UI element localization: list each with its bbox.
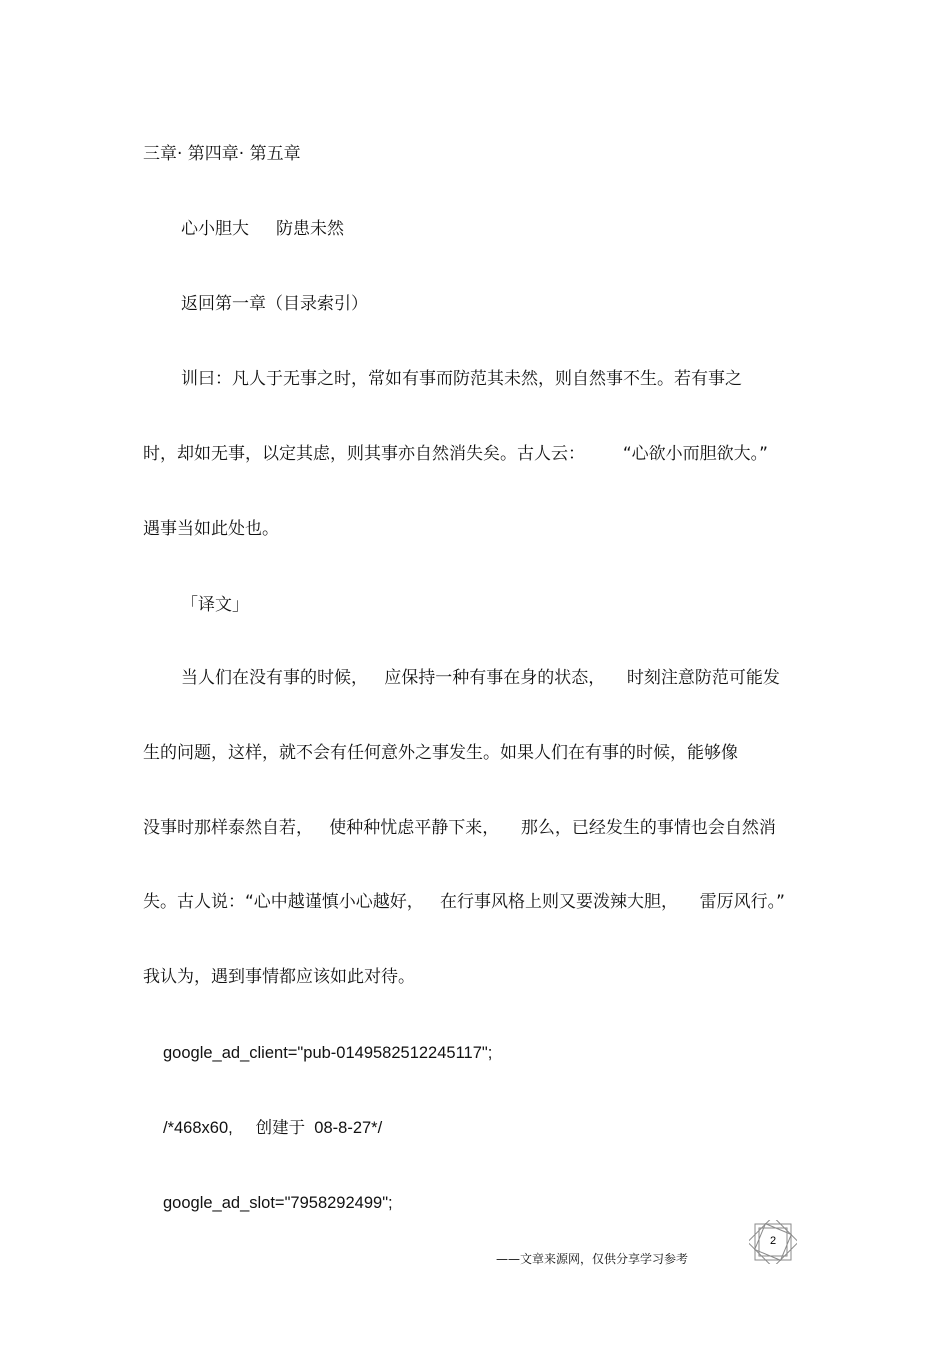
footer-source-note: ——文章来源网，仅供分享学习参考: [496, 1252, 689, 1266]
translation-text-line: 我认为，遇到事情都应该如此对待。: [143, 967, 415, 987]
original-text-line: 训曰：凡人于无事之时，常如有事而防范其未然，则自然事不生。若有事之: [181, 369, 742, 389]
translation-text-line: 失。古人说：“心中越谨慎小心越好， 在行事风格上则又要泼辣大胆， 雷厉风行。”: [143, 892, 785, 912]
page-number: 2: [769, 1235, 777, 1247]
ad-code-line: google_ad_client="pub-0149582512245117";: [163, 1044, 493, 1062]
translation-text-line: 没事时那样泰然自若， 使种种忧虑平静下来， 那么，已经发生的事情也会自然消: [143, 818, 776, 838]
page-number-badge: [749, 1220, 797, 1264]
translation-text-line: 生的问题，这样，就不会有任何意外之事发生。如果人们在有事的时候，能够像: [143, 743, 738, 763]
translation-label: 「译文」: [181, 595, 249, 615]
ad-code-line: google_ad_slot="7958292499";: [163, 1194, 393, 1212]
translation-text-line: 当人们在没有事的时候， 应保持一种有事在身的状态， 时刻注意防范可能发: [181, 668, 780, 688]
back-to-index-link[interactable]: 返回第一章（目录索引）: [181, 294, 368, 314]
ad-code-line: /*468x60, 创建于 08-8-27*/: [163, 1119, 383, 1137]
original-text-line: 遇事当如此处也。: [143, 519, 279, 539]
original-text-line: 时，却如无事，以定其虑，则其事亦自然消失矣。古人云： “心欲小而胆欲大。”: [143, 444, 768, 464]
chapter-nav-text: 三章· 第四章· 第五章: [143, 144, 301, 164]
section-heading: 心小胆大 防患未然: [181, 219, 345, 239]
